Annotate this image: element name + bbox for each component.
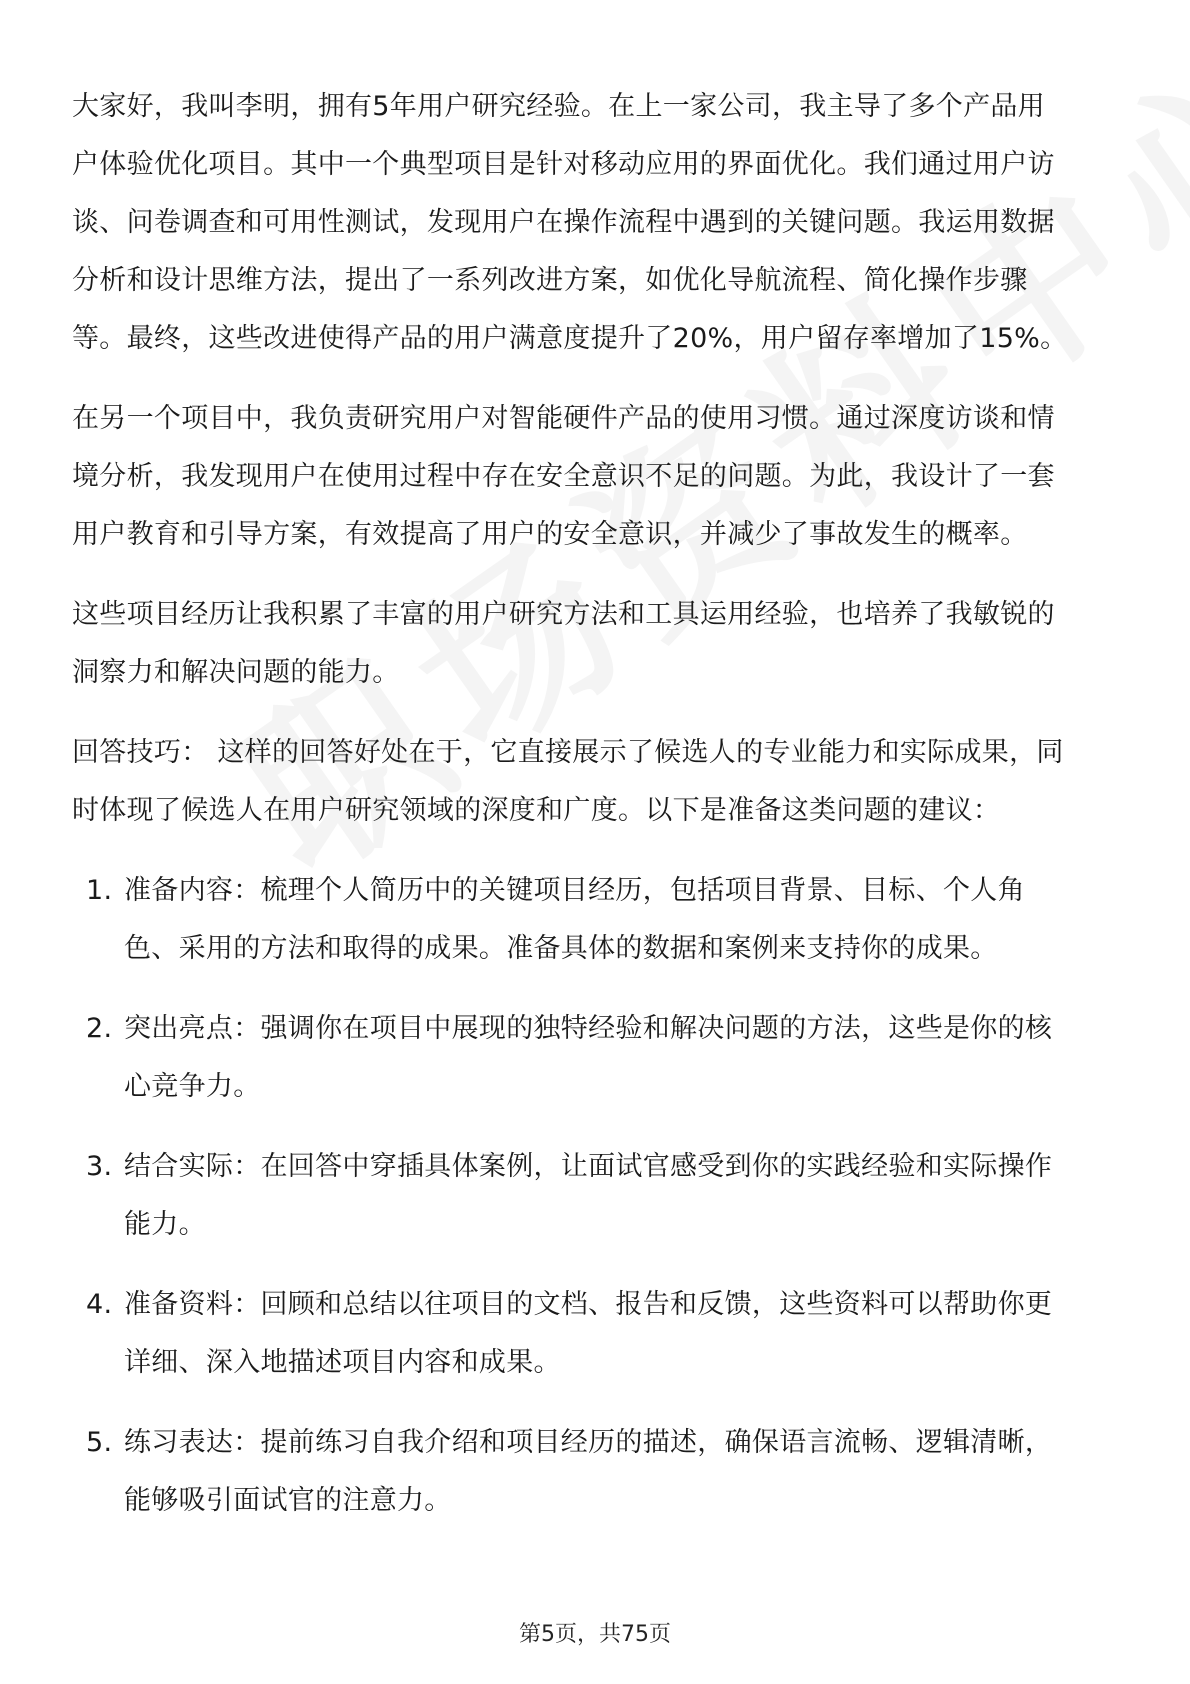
paragraph-line: 时体现了候选人在用户研究领域的深度和广度。以下是准备这类问题的建议： (72, 795, 1001, 826)
paragraph-line: 大家好，我叫李明，拥有5年用户研究经验。在上一家公司，我主导了多个产品用 (72, 91, 1045, 122)
list-item-number: 2. (86, 1013, 113, 1044)
paragraph-line: 回答技巧： 这样的回答好处在于，它直接展示了候选人的专业能力和实际成果，同 (72, 737, 1064, 768)
page-footer: 第5页，共75页 (519, 1622, 671, 1647)
list-item-line: 练习表达：提前练习自我介绍和项目经历的描述，确保语言流畅、逻辑清晰， (124, 1427, 1053, 1458)
list-item (72, 1276, 1118, 1392)
list-item (72, 1414, 1118, 1530)
list-item-line: 能够吸引面试官的注意力。 (124, 1485, 452, 1516)
paragraph-line: 用户教育和引导方案，有效提高了用户的安全意识，并减少了事故发生的概率。 (72, 519, 1028, 550)
paragraph-line: 分析和设计思维方法，提出了一系列改进方案，如优化导航流程、简化操作步骤 (72, 265, 1028, 296)
list-item (72, 1138, 1118, 1254)
list-item-line: 能力。 (124, 1209, 206, 1240)
paragraph-line: 境分析，我发现用户在使用过程中存在安全意识不足的问题。为此，我设计了一套 (72, 461, 1055, 492)
list-item-line: 色、采用的方法和取得的成果。准备具体的数据和案例来支持你的成果。 (124, 933, 998, 964)
paragraph-line: 户体验优化项目。其中一个典型项目是针对移动应用的界面优化。我们通过用户访 (72, 149, 1055, 180)
list-item (72, 1000, 1118, 1116)
list-item (72, 862, 1118, 978)
page-content (72, 78, 1118, 1552)
paragraph (72, 78, 1118, 368)
paragraph-line: 这些项目经历让我积累了丰富的用户研究方法和工具运用经验，也培养了我敏锐的 (72, 599, 1055, 630)
tips-list (72, 862, 1118, 1530)
paragraph-line: 在另一个项目中，我负责研究用户对智能硬件产品的使用习惯。通过深度访谈和情 (72, 403, 1055, 434)
paragraph-line: 谈、问卷调查和可用性测试，发现用户在操作流程中遇到的关键问题。我运用数据 (72, 207, 1055, 238)
list-item-number: 3. (86, 1151, 113, 1182)
list-item-line: 心竞争力。 (124, 1071, 261, 1102)
paragraph-line: 等。最终，这些改进使得产品的用户满意度提升了20%，用户留存率增加了15%。 (72, 323, 1068, 354)
list-item-line: 准备资料：回顾和总结以往项目的文档、报告和反馈，这些资料可以帮助你更 (124, 1289, 1053, 1320)
paragraph (72, 724, 1118, 840)
list-item-number: 5. (86, 1427, 113, 1458)
list-item-line: 准备内容：梳理个人简历中的关键项目经历，包括项目背景、目标、个人角 (124, 875, 1025, 906)
list-item-number: 4. (86, 1289, 113, 1320)
paragraph-line: 洞察力和解决问题的能力。 (72, 657, 400, 688)
list-item-line: 详细、深入地描述项目内容和成果。 (124, 1347, 561, 1378)
list-item-line: 突出亮点：强调你在项目中展现的独特经验和解决问题的方法，这些是你的核 (124, 1013, 1053, 1044)
paragraph (72, 586, 1118, 702)
paragraph (72, 390, 1118, 564)
paragraph-list (72, 78, 1118, 840)
list-item-line: 结合实际：在回答中穿插具体案例，让面试官感受到你的实践经验和实际操作 (124, 1151, 1053, 1182)
list-item-number: 1. (86, 875, 113, 906)
